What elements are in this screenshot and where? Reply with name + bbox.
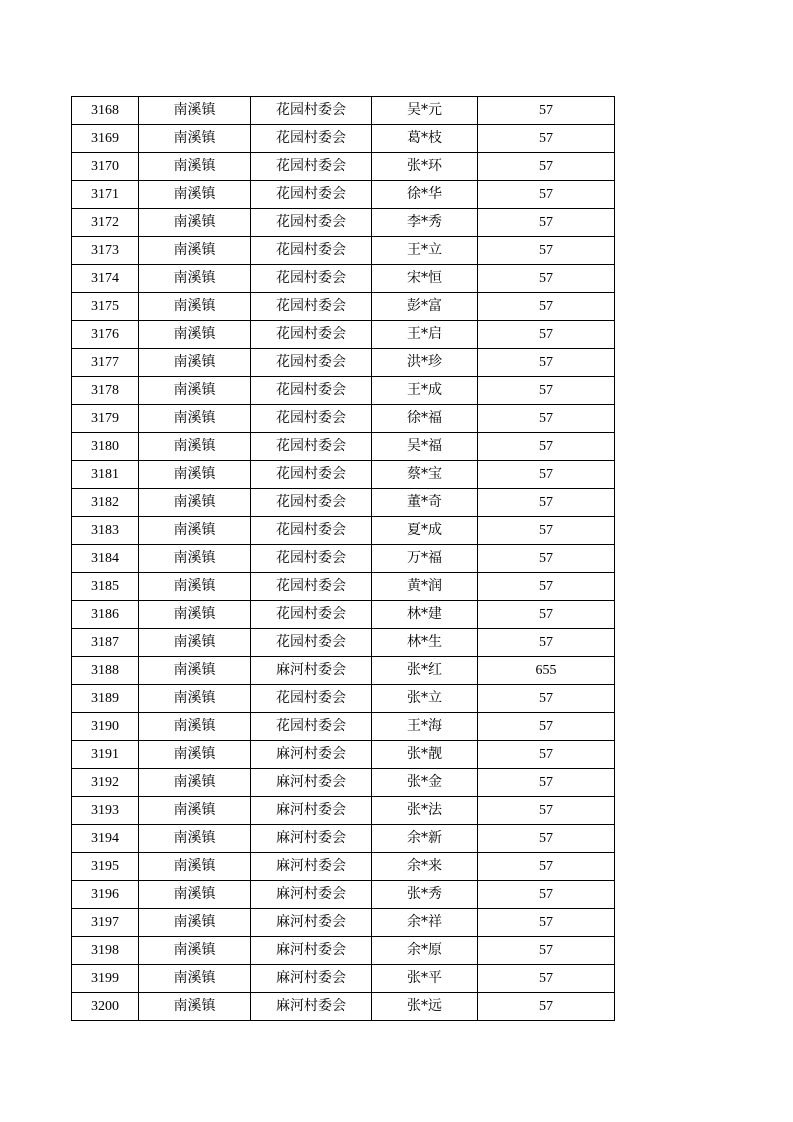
serial-number-cell: 3169 bbox=[72, 125, 139, 153]
town-cell: 南溪镇 bbox=[139, 545, 251, 573]
serial-number-cell: 3187 bbox=[72, 629, 139, 657]
table-row bbox=[72, 405, 615, 433]
serial-number-cell: 3183 bbox=[72, 517, 139, 545]
town-cell: 南溪镇 bbox=[139, 125, 251, 153]
amount-cell: 57 bbox=[478, 713, 615, 741]
serial-number-cell: 3200 bbox=[72, 993, 139, 1021]
name-cell: 张*平 bbox=[372, 965, 478, 993]
name-cell: 王*立 bbox=[372, 237, 478, 265]
amount-cell: 57 bbox=[478, 405, 615, 433]
serial-number-cell: 3178 bbox=[72, 377, 139, 405]
amount-cell: 57 bbox=[478, 629, 615, 657]
name-cell: 葛*枝 bbox=[372, 125, 478, 153]
table-row bbox=[72, 321, 615, 349]
table-row bbox=[72, 237, 615, 265]
table-row bbox=[72, 97, 615, 125]
table-row bbox=[72, 797, 615, 825]
amount-cell: 57 bbox=[478, 209, 615, 237]
amount-cell: 57 bbox=[478, 937, 615, 965]
town-cell: 南溪镇 bbox=[139, 97, 251, 125]
town-cell: 南溪镇 bbox=[139, 181, 251, 209]
name-cell: 王*海 bbox=[372, 713, 478, 741]
table-row bbox=[72, 573, 615, 601]
amount-cell: 57 bbox=[478, 965, 615, 993]
amount-cell: 57 bbox=[478, 97, 615, 125]
serial-number-cell: 3199 bbox=[72, 965, 139, 993]
name-cell: 余*原 bbox=[372, 937, 478, 965]
name-cell: 张*金 bbox=[372, 769, 478, 797]
village-committee-cell: 花园村委会 bbox=[251, 349, 372, 377]
serial-number-cell: 3177 bbox=[72, 349, 139, 377]
table-row bbox=[72, 881, 615, 909]
village-committee-cell: 花园村委会 bbox=[251, 265, 372, 293]
town-cell: 南溪镇 bbox=[139, 657, 251, 685]
village-committee-cell: 花园村委会 bbox=[251, 601, 372, 629]
table-body bbox=[72, 97, 615, 1021]
name-cell: 李*秀 bbox=[372, 209, 478, 237]
village-committee-cell: 麻河村委会 bbox=[251, 657, 372, 685]
amount-cell: 57 bbox=[478, 881, 615, 909]
town-cell: 南溪镇 bbox=[139, 265, 251, 293]
serial-number-cell: 3182 bbox=[72, 489, 139, 517]
name-cell: 宋*恒 bbox=[372, 265, 478, 293]
table-row bbox=[72, 909, 615, 937]
serial-number-cell: 3180 bbox=[72, 433, 139, 461]
town-cell: 南溪镇 bbox=[139, 433, 251, 461]
serial-number-cell: 3170 bbox=[72, 153, 139, 181]
table-row bbox=[72, 489, 615, 517]
name-cell: 张*远 bbox=[372, 993, 478, 1021]
name-cell: 余*新 bbox=[372, 825, 478, 853]
name-cell: 王*启 bbox=[372, 321, 478, 349]
amount-cell: 57 bbox=[478, 909, 615, 937]
village-committee-cell: 花园村委会 bbox=[251, 293, 372, 321]
amount-cell: 57 bbox=[478, 321, 615, 349]
name-cell: 彭*富 bbox=[372, 293, 478, 321]
serial-number-cell: 3190 bbox=[72, 713, 139, 741]
village-committee-cell: 麻河村委会 bbox=[251, 825, 372, 853]
amount-cell: 57 bbox=[478, 993, 615, 1021]
name-cell: 吴*福 bbox=[372, 433, 478, 461]
village-committee-cell: 麻河村委会 bbox=[251, 853, 372, 881]
town-cell: 南溪镇 bbox=[139, 293, 251, 321]
town-cell: 南溪镇 bbox=[139, 825, 251, 853]
town-cell: 南溪镇 bbox=[139, 937, 251, 965]
town-cell: 南溪镇 bbox=[139, 769, 251, 797]
village-committee-cell: 花园村委会 bbox=[251, 573, 372, 601]
town-cell: 南溪镇 bbox=[139, 853, 251, 881]
serial-number-cell: 3196 bbox=[72, 881, 139, 909]
amount-cell: 57 bbox=[478, 349, 615, 377]
name-cell: 张*法 bbox=[372, 797, 478, 825]
town-cell: 南溪镇 bbox=[139, 713, 251, 741]
table-row bbox=[72, 545, 615, 573]
name-cell: 张*秀 bbox=[372, 881, 478, 909]
name-cell: 徐*华 bbox=[372, 181, 478, 209]
table-row bbox=[72, 293, 615, 321]
village-committee-cell: 花园村委会 bbox=[251, 517, 372, 545]
serial-number-cell: 3193 bbox=[72, 797, 139, 825]
amount-cell: 57 bbox=[478, 825, 615, 853]
name-cell: 徐*福 bbox=[372, 405, 478, 433]
table-row bbox=[72, 965, 615, 993]
town-cell: 南溪镇 bbox=[139, 517, 251, 545]
table-row bbox=[72, 125, 615, 153]
village-committee-cell: 花园村委会 bbox=[251, 209, 372, 237]
serial-number-cell: 3173 bbox=[72, 237, 139, 265]
village-committee-cell: 花园村委会 bbox=[251, 685, 372, 713]
name-cell: 蔡*宝 bbox=[372, 461, 478, 489]
village-committee-cell: 花园村委会 bbox=[251, 377, 372, 405]
table-row bbox=[72, 181, 615, 209]
village-committee-cell: 麻河村委会 bbox=[251, 937, 372, 965]
table-row bbox=[72, 741, 615, 769]
amount-cell: 57 bbox=[478, 377, 615, 405]
town-cell: 南溪镇 bbox=[139, 685, 251, 713]
town-cell: 南溪镇 bbox=[139, 209, 251, 237]
serial-number-cell: 3172 bbox=[72, 209, 139, 237]
village-committee-cell: 麻河村委会 bbox=[251, 797, 372, 825]
serial-number-cell: 3179 bbox=[72, 405, 139, 433]
village-committee-cell: 花园村委会 bbox=[251, 321, 372, 349]
town-cell: 南溪镇 bbox=[139, 377, 251, 405]
serial-number-cell: 3181 bbox=[72, 461, 139, 489]
village-committee-cell: 麻河村委会 bbox=[251, 965, 372, 993]
name-cell: 林*生 bbox=[372, 629, 478, 657]
village-committee-cell: 花园村委会 bbox=[251, 713, 372, 741]
name-cell: 张*环 bbox=[372, 153, 478, 181]
table-row bbox=[72, 937, 615, 965]
table-row bbox=[72, 853, 615, 881]
village-committee-cell: 花园村委会 bbox=[251, 153, 372, 181]
serial-number-cell: 3168 bbox=[72, 97, 139, 125]
amount-cell: 57 bbox=[478, 685, 615, 713]
town-cell: 南溪镇 bbox=[139, 965, 251, 993]
name-cell: 余*祥 bbox=[372, 909, 478, 937]
amount-cell: 57 bbox=[478, 797, 615, 825]
serial-number-cell: 3195 bbox=[72, 853, 139, 881]
amount-cell: 57 bbox=[478, 293, 615, 321]
town-cell: 南溪镇 bbox=[139, 237, 251, 265]
table-row bbox=[72, 685, 615, 713]
amount-cell: 57 bbox=[478, 489, 615, 517]
table-row bbox=[72, 209, 615, 237]
name-cell: 吴*元 bbox=[372, 97, 478, 125]
town-cell: 南溪镇 bbox=[139, 993, 251, 1021]
amount-cell: 57 bbox=[478, 741, 615, 769]
village-committee-cell: 花园村委会 bbox=[251, 125, 372, 153]
amount-cell: 57 bbox=[478, 601, 615, 629]
town-cell: 南溪镇 bbox=[139, 909, 251, 937]
serial-number-cell: 3189 bbox=[72, 685, 139, 713]
amount-cell: 57 bbox=[478, 769, 615, 797]
town-cell: 南溪镇 bbox=[139, 573, 251, 601]
table-row bbox=[72, 433, 615, 461]
village-committee-cell: 花园村委会 bbox=[251, 461, 372, 489]
amount-cell: 57 bbox=[478, 181, 615, 209]
serial-number-cell: 3186 bbox=[72, 601, 139, 629]
amount-cell: 655 bbox=[478, 657, 615, 685]
serial-number-cell: 3171 bbox=[72, 181, 139, 209]
village-committee-cell: 花园村委会 bbox=[251, 545, 372, 573]
name-cell: 万*福 bbox=[372, 545, 478, 573]
table-row bbox=[72, 461, 615, 489]
name-cell: 林*建 bbox=[372, 601, 478, 629]
town-cell: 南溪镇 bbox=[139, 461, 251, 489]
serial-number-cell: 3188 bbox=[72, 657, 139, 685]
serial-number-cell: 3176 bbox=[72, 321, 139, 349]
name-cell: 洪*珍 bbox=[372, 349, 478, 377]
serial-number-cell: 3174 bbox=[72, 265, 139, 293]
amount-cell: 57 bbox=[478, 433, 615, 461]
serial-number-cell: 3197 bbox=[72, 909, 139, 937]
serial-number-cell: 3185 bbox=[72, 573, 139, 601]
name-cell: 张*靓 bbox=[372, 741, 478, 769]
table-row bbox=[72, 517, 615, 545]
name-cell: 王*成 bbox=[372, 377, 478, 405]
serial-number-cell: 3192 bbox=[72, 769, 139, 797]
amount-cell: 57 bbox=[478, 265, 615, 293]
serial-number-cell: 3175 bbox=[72, 293, 139, 321]
village-committee-cell: 麻河村委会 bbox=[251, 993, 372, 1021]
data-table bbox=[71, 96, 615, 1021]
town-cell: 南溪镇 bbox=[139, 405, 251, 433]
amount-cell: 57 bbox=[478, 125, 615, 153]
town-cell: 南溪镇 bbox=[139, 601, 251, 629]
serial-number-cell: 3194 bbox=[72, 825, 139, 853]
table-row bbox=[72, 993, 615, 1021]
amount-cell: 57 bbox=[478, 237, 615, 265]
town-cell: 南溪镇 bbox=[139, 321, 251, 349]
village-committee-cell: 花园村委会 bbox=[251, 181, 372, 209]
table-row bbox=[72, 601, 615, 629]
amount-cell: 57 bbox=[478, 853, 615, 881]
village-committee-cell: 麻河村委会 bbox=[251, 909, 372, 937]
town-cell: 南溪镇 bbox=[139, 153, 251, 181]
amount-cell: 57 bbox=[478, 573, 615, 601]
village-committee-cell: 麻河村委会 bbox=[251, 741, 372, 769]
name-cell: 张*红 bbox=[372, 657, 478, 685]
table-row bbox=[72, 713, 615, 741]
serial-number-cell: 3184 bbox=[72, 545, 139, 573]
table-row bbox=[72, 265, 615, 293]
table-row bbox=[72, 657, 615, 685]
town-cell: 南溪镇 bbox=[139, 797, 251, 825]
town-cell: 南溪镇 bbox=[139, 881, 251, 909]
village-committee-cell: 麻河村委会 bbox=[251, 881, 372, 909]
village-committee-cell: 花园村委会 bbox=[251, 97, 372, 125]
village-committee-cell: 花园村委会 bbox=[251, 629, 372, 657]
serial-number-cell: 3191 bbox=[72, 741, 139, 769]
table-row bbox=[72, 349, 615, 377]
amount-cell: 57 bbox=[478, 461, 615, 489]
town-cell: 南溪镇 bbox=[139, 349, 251, 377]
town-cell: 南溪镇 bbox=[139, 741, 251, 769]
table-row bbox=[72, 153, 615, 181]
name-cell: 张*立 bbox=[372, 685, 478, 713]
name-cell: 余*来 bbox=[372, 853, 478, 881]
village-committee-cell: 麻河村委会 bbox=[251, 769, 372, 797]
table-row bbox=[72, 769, 615, 797]
village-committee-cell: 花园村委会 bbox=[251, 433, 372, 461]
village-committee-cell: 花园村委会 bbox=[251, 405, 372, 433]
village-committee-cell: 花园村委会 bbox=[251, 489, 372, 517]
village-committee-cell: 花园村委会 bbox=[251, 237, 372, 265]
table-row bbox=[72, 377, 615, 405]
name-cell: 夏*成 bbox=[372, 517, 478, 545]
name-cell: 黄*润 bbox=[372, 573, 478, 601]
amount-cell: 57 bbox=[478, 517, 615, 545]
amount-cell: 57 bbox=[478, 153, 615, 181]
table-row bbox=[72, 629, 615, 657]
table-row bbox=[72, 825, 615, 853]
name-cell: 董*奇 bbox=[372, 489, 478, 517]
town-cell: 南溪镇 bbox=[139, 629, 251, 657]
amount-cell: 57 bbox=[478, 545, 615, 573]
town-cell: 南溪镇 bbox=[139, 489, 251, 517]
serial-number-cell: 3198 bbox=[72, 937, 139, 965]
